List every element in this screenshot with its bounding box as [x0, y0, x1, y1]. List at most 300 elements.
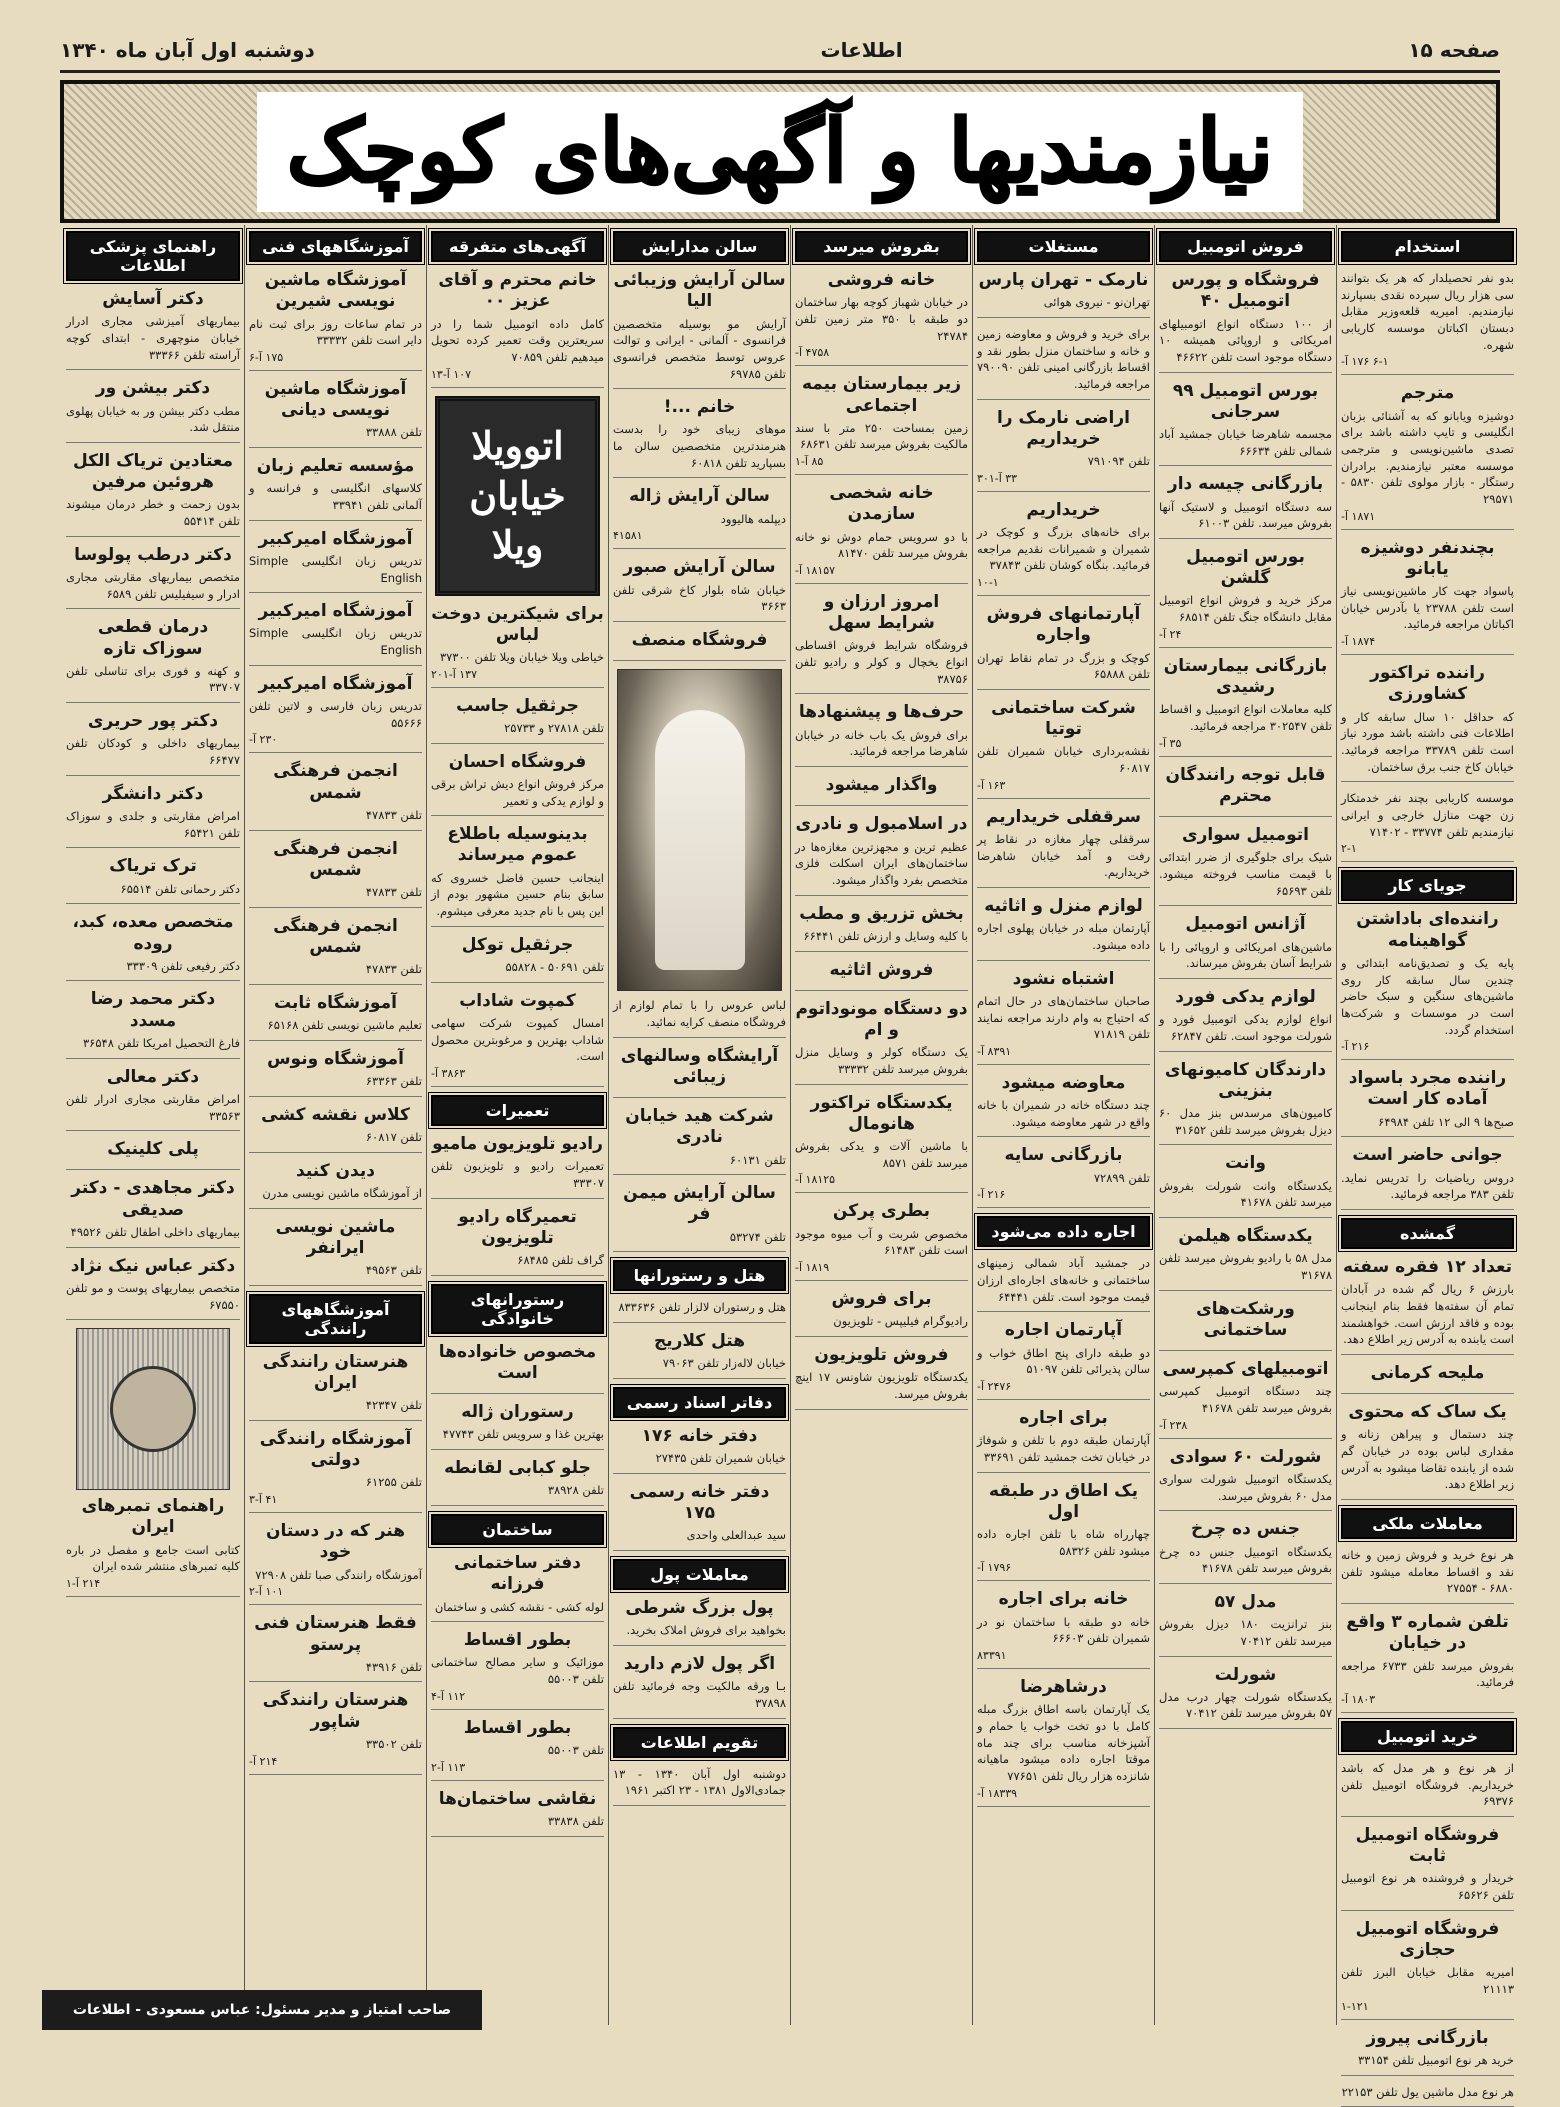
ad-column: [608, 225, 790, 2025]
classified-ad: [977, 1408, 1150, 1473]
ad-body: تلفن ۴۷۸۳۳: [365, 885, 422, 900]
page-number: صفحه ۱۵: [1408, 38, 1500, 62]
classified-ad: [66, 989, 240, 1058]
classified-ad: [613, 630, 786, 661]
ad-body: آموزشگاه رانندگی صبا تلفن ۷۲۹۰۸: [255, 1567, 422, 1582]
classified-ad: [613, 1331, 786, 1379]
ad-body: پاسواد جهت کار ماشین‌نویسی نیاز است تلفن ۲۳۷۸۸ یا بآدرس خیابان اکباتان مراجعه فرمائید.: [1341, 584, 1514, 632]
ad-title: برای اجاره: [1019, 1407, 1108, 1428]
ad-body: یک آپارتمان باسه اطاق بزرگ مبله کامل با دو تخت خواب یا حمام و آشپزخانه مناسب برای چند ماه موقتا اجاره داده میشود ماهیانه شانزده هزار ریال تلفن ۷۷۶۵۱: [977, 1702, 1150, 1783]
ad-title: آموزشگاه ماشین نویسی دیانی: [264, 378, 407, 421]
ad-title: سرقفلی خریداریم: [985, 806, 1142, 827]
bride-figure: [655, 710, 745, 970]
ad-body: متخصص بیماریهای مقاربتی مجاری ادرار و سیفیلیس تلفن ۶۵۸۹: [66, 569, 240, 601]
ad-title: خانم ...!: [663, 397, 736, 418]
ad-title: سالن آرایش میمن فر: [623, 1183, 776, 1225]
ad-code: ۱۸۱۲۵ آ-: [795, 1173, 836, 1187]
classified-ad: [1159, 1519, 1332, 1584]
classified-ad: [1159, 1226, 1332, 1291]
ad-title: انجمن فرهنگی شمس: [273, 915, 398, 957]
ad-body: انواع لوازم یدکی اتومبیل فورد و شورلت موجود است. تلفن ۶۲۸۴۷: [1159, 1012, 1332, 1043]
ad-title: خانم محترم و آقای عزیز ۰۰: [438, 270, 597, 312]
masthead: [60, 80, 1500, 223]
classified-ad: [66, 1496, 240, 1597]
ad-body: در تمام ساعات روز برای ثبت نام دایر است تلفن ۳۳۳۳۲: [249, 316, 422, 348]
ad-title: آموزشگاه ماشین نویسی شیرین: [264, 270, 407, 312]
ad-title: اتومبیلهای کمپرسی: [1162, 1359, 1329, 1380]
classified-ad: [66, 1139, 240, 1170]
ad-title: شرکت ساختمانی توتیا: [991, 697, 1136, 740]
paper-name: اطلاعات: [820, 38, 903, 62]
ad-title: دکتر پور حریری: [87, 711, 219, 732]
ad-body: یک دستگاه کولر و وسایل منزل بفروش میرسد تلفن ۳۳۳۳۲: [795, 1045, 968, 1076]
ad-title: تعمیرگاه رادیو تلویزیون: [458, 1206, 577, 1248]
classified-ad: [977, 1677, 1150, 1807]
ad-code: ۸۵ آ-۱: [795, 455, 824, 469]
section-heading: آگهی‌های متفرقه: [431, 231, 604, 262]
ad-body: هتل و رستوران لالزار تلفن ۸۳۳۶۳۶: [618, 1300, 786, 1315]
ad-body: تلفن ۴۷۸۳۳: [365, 962, 422, 977]
ad-code: ۲۳۰ آ-: [249, 733, 278, 747]
ad-body: تلفن ۷۲۸۹۹: [1093, 1170, 1150, 1185]
ad-title: بطری پرکن: [832, 1201, 931, 1222]
ad-body: خیابان شمیران تلفن ۲۷۴۳۵: [655, 1451, 786, 1466]
ad-body: تلفن ۴۹۵۶۳: [365, 1263, 422, 1278]
ad-body: یکدستگاه شورلت چهار درب مدل ۵۷ بفروش میرسد تلفن ۷۰۴۱۲: [1159, 1689, 1332, 1721]
ad-title: سالن آرایش ژاله: [629, 486, 770, 507]
ad-title: ماشین نویسی ایرانفر: [275, 1216, 396, 1258]
ad-code: ۱۸۷۱ آ-: [1341, 509, 1376, 523]
ad-title: بازرگانی بیمارستان رشیدی: [1163, 655, 1328, 698]
classified-ad: [1159, 1299, 1332, 1352]
ad-column: [790, 225, 972, 2025]
classified-ad: [431, 1207, 604, 1276]
ad-title: جنس ده چرخ: [1191, 1519, 1300, 1540]
ad-title: اگر پول لازم دارید: [623, 1654, 776, 1675]
ad-body: تلفن ۳۳۸۸۸: [365, 425, 422, 440]
ad-body: فروشگاه شرایط فروش اقساطی انواع یخچال و کولر و رادیو تلفن ۳۸۷۵۶: [795, 638, 968, 686]
classified-ad: [431, 991, 604, 1087]
classified-ad: [66, 545, 240, 610]
classified-ad: [795, 960, 968, 991]
ad-body: بهترین غذا و سرویس تلفن ۴۷۷۴۳: [442, 1427, 604, 1442]
ad-code: ۲۴ آ-: [1159, 627, 1182, 641]
ad-title: فروش تلویزیون: [814, 1344, 949, 1365]
ad-title: فروش اثاثیه: [829, 959, 934, 980]
classified-ad: [1341, 1257, 1514, 1355]
ad-body: سید عبدالعلی واحدی: [686, 1528, 786, 1543]
ad-title: آژانس اتومبیل: [1185, 914, 1306, 935]
ad-title: اتومبیل سواری: [1182, 825, 1309, 846]
running-header: [60, 30, 1500, 73]
ad-title: بازرگانی چیسه دار: [1167, 474, 1324, 495]
section-heading: هتل و رستورانها: [613, 1260, 786, 1291]
ad-code: ۱۸۷۴ آ-: [1341, 635, 1376, 649]
ad-title: فروشگاه احسان: [448, 751, 587, 772]
classified-ad: [977, 1073, 1150, 1138]
ad-body: خیاطی ویلا خیابان ویلا تلفن ۳۷۳۰۰: [439, 650, 604, 665]
classified-ad: [1159, 1153, 1332, 1218]
classified-ad: [1341, 1760, 1514, 1817]
ad-code: ۱۳۷ آ-۲۰۱: [431, 667, 477, 681]
ad-body: چهارراه شاه با تلفن اجاره داده میشود تلفن ۵۸۳۲۶: [977, 1527, 1150, 1558]
ad-code: ۳۳ آ-۳۰۱: [977, 471, 1018, 485]
ad-body: لباس عروس را با تمام لوازم از فروشگاه منصف کرایه نمائید.: [613, 998, 786, 1029]
ad-code: ۱۰-۱: [977, 576, 999, 590]
ad-code: ۱۸۳۳۹ آ-: [977, 1786, 1018, 1800]
classified-ad: [977, 1255, 1150, 1312]
classified-ad: [66, 912, 240, 981]
ad-title: امروز ارزان و شرایط سهل: [823, 591, 940, 634]
ad-body: چند دستمال و پیراهن زنانه و مقداری لباس بوده در خیابان گم شده از یابنده تقاضا میشود به آدرس زیر اطلاع دهد.: [1341, 1427, 1514, 1492]
ad-title: دکتر مجاهدی - دکتر صدیقی: [71, 1178, 235, 1220]
classified-ad: [977, 1145, 1150, 1208]
classified-ad: [249, 379, 422, 448]
section-heading: مستغلات: [977, 231, 1150, 262]
ad-title: راننده تراکتور کشاورزی: [1370, 663, 1485, 705]
ad-title: سالن آرایش وزیبائی الیا: [613, 270, 786, 312]
ad-title: فروشگاه و پورس اتومبیل ۴۰: [1171, 270, 1320, 312]
ad-title: دو دستگاه مونوداتوم و ام: [795, 998, 968, 1040]
ad-body: دو طبقه دارای پنج اطاق خواب و سالن پذیرائی تلفن ۵۱۰۹۷: [977, 1345, 1150, 1377]
ad-body: که حداقل ۱۰ سال سابقه کار و اطلاعات فنی داشته باشد مورد نیاز است تلفن ۳۳۷۸۹ مراجعه فرمائید. خیابان کاخ جنب برق ساختمان.: [1341, 709, 1515, 774]
ad-code: ۴۱۵۸۱: [613, 529, 643, 543]
classified-ad: [249, 993, 422, 1041]
classified-ad: [795, 1093, 968, 1194]
ad-title: دکتر محمد رضا مسدد: [90, 989, 216, 1031]
ad-body: تلفن ۳۸۹۲۸: [547, 1483, 604, 1498]
ad-title: بازرگانی پیروز: [1366, 2027, 1489, 2048]
ad-code: ۲۱۴ آ-: [249, 1754, 278, 1768]
ad-body: زمین بمساحت ۲۵۰ متر با سند مالکیت بفروش میرسد تلفن ۶۸۶۳۱: [795, 420, 968, 452]
ad-body: یکدستگاه وانت شورلت بفروش میرسد تلفن ۴۱۶۷۸: [1159, 1178, 1332, 1210]
ad-body: کامیون‌های مرسدس بنز مدل ۶۰ دیزل بفروش میرسد تلفن ۳۱۶۵۲: [1159, 1106, 1332, 1137]
ad-title: نارمک - تهران پارس: [978, 270, 1149, 290]
ad-code: ۲۳۸ آ-: [1159, 1418, 1188, 1432]
ad-title: متخصص معده، کبد، روده: [72, 912, 234, 954]
classified-ad: [66, 1067, 240, 1132]
ad-title: جرثقیل توکل: [461, 934, 574, 955]
ad-body: تلفن ۵۵۰۰۳: [547, 1743, 604, 1758]
classified-ad: [977, 1481, 1150, 1582]
ad-body: امیریه مقابل خیابان البرز تلفن ۲۱۱۱۳: [1341, 1965, 1514, 1996]
ad-body: در جمشید آباد شمالی زمینهای ساختمانی و خانه‌های اجاره‌ای ارزان قیمت موجود است. تلفن ۶۴۴۴۱: [977, 1256, 1150, 1304]
ad-code: ۲۱۴ آ-۱: [66, 1577, 101, 1591]
ad-body: تلفن ۶۰۸۱۷: [365, 1130, 422, 1144]
ad-title: فروشگاه اتومبیل حجازی: [1355, 1918, 1500, 1961]
ad-body: کتابی است جامع و مفصل در باره کلیه تمبرهای منتشر شده ایران: [66, 1542, 240, 1574]
ad-body: بیماریهای داخلی و کودکان تلفن ۶۶۴۷۷: [66, 736, 240, 768]
ad-body: متخصص بیماریهای پوست و مو تلفن ۶۷۵۵۰: [66, 1280, 240, 1312]
ad-title: بخش تزریق و مطب: [799, 903, 964, 924]
ad-code: ۱۷۵ آ-۶: [249, 350, 284, 364]
publisher-footer-text: صاحب امتیاز و مدیر مسئول: عباس مسعودی - اطلاعات: [72, 2002, 452, 2018]
classified-ad: [795, 775, 968, 806]
classified-ad: [613, 1654, 786, 1719]
ad-title: خانه برای اجاره: [998, 1589, 1129, 1610]
ad-code: ۴۷۵۸ آ-: [795, 346, 830, 360]
classified-ad: [1159, 474, 1332, 539]
ad-body: و کهنه و فوری برای تناسلی تلفن ۳۳۷۰۷: [66, 663, 240, 695]
ad-title: دیدن کنید: [296, 1160, 375, 1181]
ad-code: ۸۳۳۹۱: [977, 1649, 1007, 1663]
ad-title: کلاس نقشه کشی: [261, 1104, 410, 1125]
ad-title: دکتر معالی: [106, 1066, 200, 1087]
ad-body: سه دستگاه اتومبیل و لاستیک آنها بفروش میرسد. تلفن ۶۱۰۰۳: [1159, 499, 1332, 531]
classified-ad: [249, 674, 422, 754]
ad-title: کمپوت شاداب: [459, 990, 576, 1011]
ad-body: خیابان شاه بلوار کاخ شرقی تلفن ۳۶۶۳: [613, 582, 786, 614]
classified-ad: [1159, 1359, 1332, 1439]
classified-ad: [977, 500, 1150, 596]
classified-ad: [977, 1320, 1150, 1400]
classified-ad: [1341, 538, 1514, 656]
ad-title: زیر بیمارستان بیمه اجتماعی: [801, 374, 962, 416]
issue-date: دوشنبه اول آبان ماه ۱۳۴۰: [60, 38, 315, 62]
ad-title: شورلت: [1214, 1664, 1277, 1685]
ad-column: [244, 225, 426, 2025]
ad-body: مجسمه شاهرضا خیابان جمشید آباد شمالی تلفن ۶۶۶۳۴: [1159, 427, 1332, 458]
classified-ad: [613, 397, 786, 478]
ad-columns: [42, 225, 1518, 2099]
classified-ad: [249, 1690, 422, 1774]
ad-code: ۶-۱ ۱۷۶ آ-: [1341, 355, 1389, 369]
classified-ad: [1159, 381, 1332, 467]
ad-title: اراضی نارمک را خریداریم: [996, 407, 1130, 449]
ad-body: یکدستگاه تلویزیون شاونس ۱۷ اینچ بفروش میرسد.: [795, 1370, 968, 1401]
classified-ad: [249, 1352, 422, 1421]
ad-code: ۸۳۹۱ آ-: [977, 1044, 1012, 1058]
classified-ad: [431, 604, 604, 688]
ad-body: بیماریهای داخلی اطفال تلفن ۴۹۵۲۶: [70, 1224, 240, 1239]
classified-ad: [977, 698, 1150, 799]
ad-title: قابل توجه رانندگان محترم: [1165, 764, 1326, 806]
ad-body: مدل ۵۸ با رادیو بفروش میرسد تلفن ۳۱۶۷۸: [1159, 1251, 1332, 1282]
ad-title: ترک تریاک: [109, 856, 197, 877]
section-heading: جویای کار: [1341, 870, 1514, 901]
ad-body: کلیه معاملات انواع اتومبیل و اقساط تلفن ۳۰۲۵۴۷ مراجعه فرمائید.: [1159, 702, 1332, 733]
ad-title: آرایشگاه وسالنهای زیبائی: [620, 1045, 779, 1087]
ad-title: راننده‌ای باداشتن گواهینامه: [1356, 909, 1499, 951]
ad-title: اشتباه نشود: [1012, 968, 1115, 989]
ad-body: کامل داده اتومبیل شما را در سریعترین وقت تعمیر کرده تحویل میدهیم تلفن ۷۰۸۵۹: [431, 316, 604, 364]
ad-column: [426, 225, 608, 2025]
ad-code: ۱۱۲ آ-۴: [431, 1689, 466, 1703]
ad-title: مترجم: [1400, 383, 1455, 404]
ad-body: موزائیک و سایر مصالح ساختمانی تلفن ۵۵۰۰۳: [431, 1655, 604, 1687]
classified-ad: [977, 408, 1150, 492]
ad-title: دکتر بیشن ور: [95, 378, 211, 399]
classified-ad: [613, 1183, 786, 1252]
ad-title: دفتر خانه ۱۷۶: [641, 1426, 758, 1446]
classified-ad: [1341, 1547, 1514, 1604]
classified-ad: [431, 1458, 604, 1506]
section-heading: خرید اتومبیل: [1341, 1721, 1514, 1752]
classified-ad: [1341, 2084, 1514, 2107]
classified-ad: [249, 1217, 422, 1286]
classified-ad: [249, 761, 422, 830]
ad-title: راهنمای تمبرهای ایران: [81, 1496, 225, 1538]
classified-ad: [66, 856, 240, 904]
section-heading: ساختمان: [431, 1514, 604, 1545]
classified-ad: [1159, 656, 1332, 757]
classified-ad: [795, 1345, 968, 1410]
ad-title: دفتر خانه رسمی ۱۷۵: [629, 1481, 770, 1524]
classified-ad: [1159, 914, 1332, 979]
classified-ad: [1159, 547, 1332, 648]
ad-body: بدو نفر تحصیلدار که هر یک بتوانند سی هزار ریال سپرده نقدی بسپارند نیازمندیم. امیریه قلعه‌وزیر مقابل دبستان اکباتان موسسه کاریابی شهره.: [1341, 271, 1514, 352]
ad-body: با کلیه وسایل و ارزش تلفن ۶۶۴۴۱: [803, 928, 968, 943]
stamp-seal-icon: [110, 1366, 196, 1452]
ad-title: خانه فروشی: [827, 270, 936, 290]
ad-body: آپارتمان طبقه دوم با تلفن و شوفاژ در خیابان تخت جمشید تلفن ۳۳۶۹۱: [977, 1433, 1150, 1464]
ad-body: تعمیرات رادیو و تلویزیون تلفن ۳۳۳۰۷: [431, 1159, 604, 1190]
classified-ad: [795, 904, 968, 952]
classified-ad: [431, 696, 604, 744]
classified-ad: [795, 374, 968, 475]
classified-ad: [66, 617, 240, 703]
classified-ad: [1341, 1612, 1514, 1713]
section-heading: تعمیرات: [431, 1095, 604, 1126]
ad-title: فروشگاه منصف: [631, 629, 768, 650]
ad-body: دیپلمه هالیوود: [720, 511, 786, 526]
classified-ad: [1341, 790, 1514, 862]
ad-title: دکتر درطب پولوسا: [74, 544, 232, 565]
classified-ad: [431, 824, 604, 927]
ad-title: لوازم یدکی فورد: [1175, 987, 1316, 1007]
ad-body: خریدار و فروشنده هر نوع اتومبیل تلفن ۶۵۶۲۶: [1341, 1871, 1514, 1903]
ad-code: ۳۵ آ-: [1159, 736, 1182, 750]
ad-body: کلاسهای انگلیسی و فرانسه و آلمانی تلفن ۳۳۹۴۱: [249, 481, 422, 512]
classified-ad: [795, 592, 968, 695]
classified-ad: [431, 1789, 604, 1837]
section-heading: تقویم اطلاعات: [613, 1727, 786, 1758]
classified-ad: [1341, 663, 1514, 782]
ad-title: بطور اقساط: [463, 1630, 572, 1651]
ad-column: [972, 225, 1154, 2025]
ad-body: تلفن ۴۷۸۳۳: [365, 807, 422, 822]
classified-ad: [431, 1402, 604, 1450]
ad-title: بدینوسیله باطلاع عموم میرساند: [447, 824, 588, 866]
autovilla-banner-text: اتوویلا خیابان ویلا: [469, 423, 566, 568]
ad-code: ۱۸۰۳ آ-: [1341, 1692, 1376, 1706]
section-heading: معاملات پول: [613, 1559, 786, 1590]
ad-body: با ماشین آلات و یدکی بفروش میرسد تلفن ۸۵۷۱: [795, 1139, 968, 1170]
classified-ad: [613, 1766, 786, 1806]
ad-title: شرکت هید خیابان نادری: [625, 1106, 774, 1148]
classified-ad: [249, 1429, 422, 1513]
ad-title: یکدستگاه هیلمن: [1178, 1226, 1313, 1247]
classified-ad: [613, 1598, 786, 1646]
section-heading: آموزشگاههای فنی: [249, 231, 422, 262]
classified-ad: [613, 557, 786, 622]
ad-title: نقاشی ساختمان‌ها: [438, 1788, 597, 1809]
ad-code: ۲۱۶ آ-: [1341, 1040, 1370, 1054]
classified-ad: [613, 997, 786, 1037]
classified-ad: [977, 969, 1150, 1065]
ad-body: تعلیم ماشین نویسی تلفن ۶۵۱۶۸: [267, 1018, 422, 1033]
ad-code: ۱۱۳ آ-۲: [431, 1760, 466, 1774]
ad-title: انجمن فرهنگی شمس: [273, 838, 398, 880]
ad-title: رادیو تلویزیون مامیو: [432, 1133, 603, 1154]
section-heading: رستورانهای خانوادگی: [431, 1284, 604, 1334]
ad-code: ۲-۱: [1341, 842, 1357, 856]
classified-ad: [66, 378, 240, 443]
ad-title: هنرستان رانندگی ایران: [262, 1351, 409, 1394]
ad-body: صاحبان ساختمان‌های در حال اتمام که احتیاج به وام دارند مراجعه نمایند تلفن ۷۱۸۱۹: [977, 993, 1150, 1042]
ad-title: پلی کلینیک: [107, 1139, 199, 1160]
classified-ad: [977, 270, 1150, 318]
section-heading: دفاتر اسناد رسمی: [613, 1387, 786, 1418]
ad-title: بازرگانی سایه: [1004, 1145, 1123, 1166]
ad-body: گراف تلفن ۶۸۴۸۵: [517, 1253, 604, 1267]
ad-body: هر نوع خرید و فروش زمین و خانه نقد و اقساط معامله میشود تلفن ۶۸۸۰ - ۲۷۵۵۴: [1341, 1548, 1514, 1596]
ad-body: در خیابان شهباز کوچه بهار ساختمان دو طبقه با ۳۵۰ متر زمین تلفن ۲۴۷۸۴: [795, 295, 968, 343]
ad-body: هر نوع مدل ماشین یول تلفن ۲۲۱۵۳: [1341, 2084, 1514, 2099]
ad-body: دوشیزه ویابانو که به آشنائی بزبان انگلیسی و تایپ داشته باشد برای تصدی ماشین‌نویسی و مترجمی موسسه معتبر نیازمندیم. برادران رستگار - بازار مولوی تلفن ۵۸۳۰ - ۲۹۵۷۱: [1341, 408, 1514, 506]
ad-body: برای خرید و فروش و معاوضه زمین و خانه و ساختمان منزل بطور نقد و اقساط بازرگانی امینی تلفن ۷۹۰۰۹۰ مراجعه فرمائید.: [977, 326, 1150, 391]
ad-title: جوانی حاضر است: [1352, 1145, 1503, 1166]
classified-ad: [1159, 1665, 1332, 1730]
ad-title: دکتر آسایش: [102, 289, 204, 309]
masthead-title: نیازمندیها و آگهی‌های کوچک: [257, 92, 1303, 212]
classified-ad: [431, 270, 604, 388]
section-heading: استخدام: [1341, 231, 1514, 262]
classified-ad: [613, 486, 786, 549]
ad-code: ۳۸۶۳ آ-: [431, 1066, 466, 1080]
ad-title: انجمن فرهنگی شمس: [273, 761, 398, 803]
ad-title: تلفن شماره ۳ واقع در خیابان: [1346, 1612, 1509, 1654]
section-heading: معاملات ملکی: [1341, 1508, 1514, 1539]
ad-body: بنز ترانزیت ۱۸۰ دیزل بفروش میرسد تلفن ۷۰۴۱۲: [1159, 1617, 1332, 1648]
classified-ad: [795, 270, 968, 366]
ad-title: بورس اتومبیل گلشن: [1186, 546, 1305, 589]
ad-title: آموزشگاه امیرکبیر: [258, 673, 413, 694]
ad-title: یک ساک که محتوی: [1348, 1402, 1507, 1423]
ad-title: راننده مجرد باسواد آماده کار است: [1348, 1068, 1507, 1110]
ad-title: جرثقیل جاسب: [456, 695, 579, 716]
classified-ad: [1159, 987, 1332, 1052]
ad-title: آموزشگاه امیرکبیر: [258, 528, 413, 549]
classified-ad: [249, 529, 422, 594]
ad-body: تلفن ۵۰۶۹۱ - ۵۵۸۲۸: [505, 959, 604, 974]
ad-body: امراض مقاربتی مجاری ادرار تلفن ۳۳۵۶۳: [66, 1091, 240, 1123]
ad-title: لوازم منزل و اثاثیه: [984, 896, 1143, 916]
ad-body: دکتر رفیعی تلفن ۳۳۳۰۹: [126, 958, 240, 973]
ad-body: موهای زیبای خود را بدست هنرمندترین متخصصین سالن ما بسپارید تلفن ۶۰۸۱۸: [613, 422, 786, 470]
ad-title: پول بزرگ شرطی: [625, 1598, 774, 1619]
ad-body: امراض مقاربتی و جلدی و سوزاک تلفن ۶۵۴۲۱: [66, 808, 240, 840]
ad-title: بطور اقساط: [463, 1717, 572, 1738]
classified-ad: [977, 896, 1150, 961]
classified-ad: [977, 807, 1150, 888]
ad-title: دارندگان کامیونهای بنزینی: [1164, 1059, 1327, 1101]
ad-title: آموزشگاه ثابت: [274, 992, 397, 1013]
ad-title: خانه شخصی سازمدن: [829, 483, 934, 525]
ad-code: ۱۷۹۶ آ-: [977, 1561, 1012, 1575]
ad-body: برای فروش یک باب خانه در خیابان شاهرضا مراجعه فرمائید.: [795, 727, 968, 759]
ad-body: بخواهید برای فروش املاک بخرید.: [626, 1623, 786, 1638]
ad-body: مطب دکتر بیشن ور به خیابان پهلوی منتقل شد.: [66, 403, 240, 435]
classified-ad: [249, 1521, 422, 1605]
ad-code: ۱۰۷ آ-۱۳: [431, 367, 472, 381]
classified-ad: [1341, 270, 1514, 375]
classified-ad: [977, 1589, 1150, 1669]
ad-body: از آموزشگاه ماشین نویسی مدرن: [262, 1185, 422, 1200]
ad-body: خرید هر نوع اتومبیل تلفن ۳۳۱۵۴: [1358, 2052, 1514, 2067]
ad-title: خریداریم: [1026, 499, 1101, 520]
ad-body: لوله کشی - نقشه کشی و ساختمان: [434, 1599, 604, 1614]
